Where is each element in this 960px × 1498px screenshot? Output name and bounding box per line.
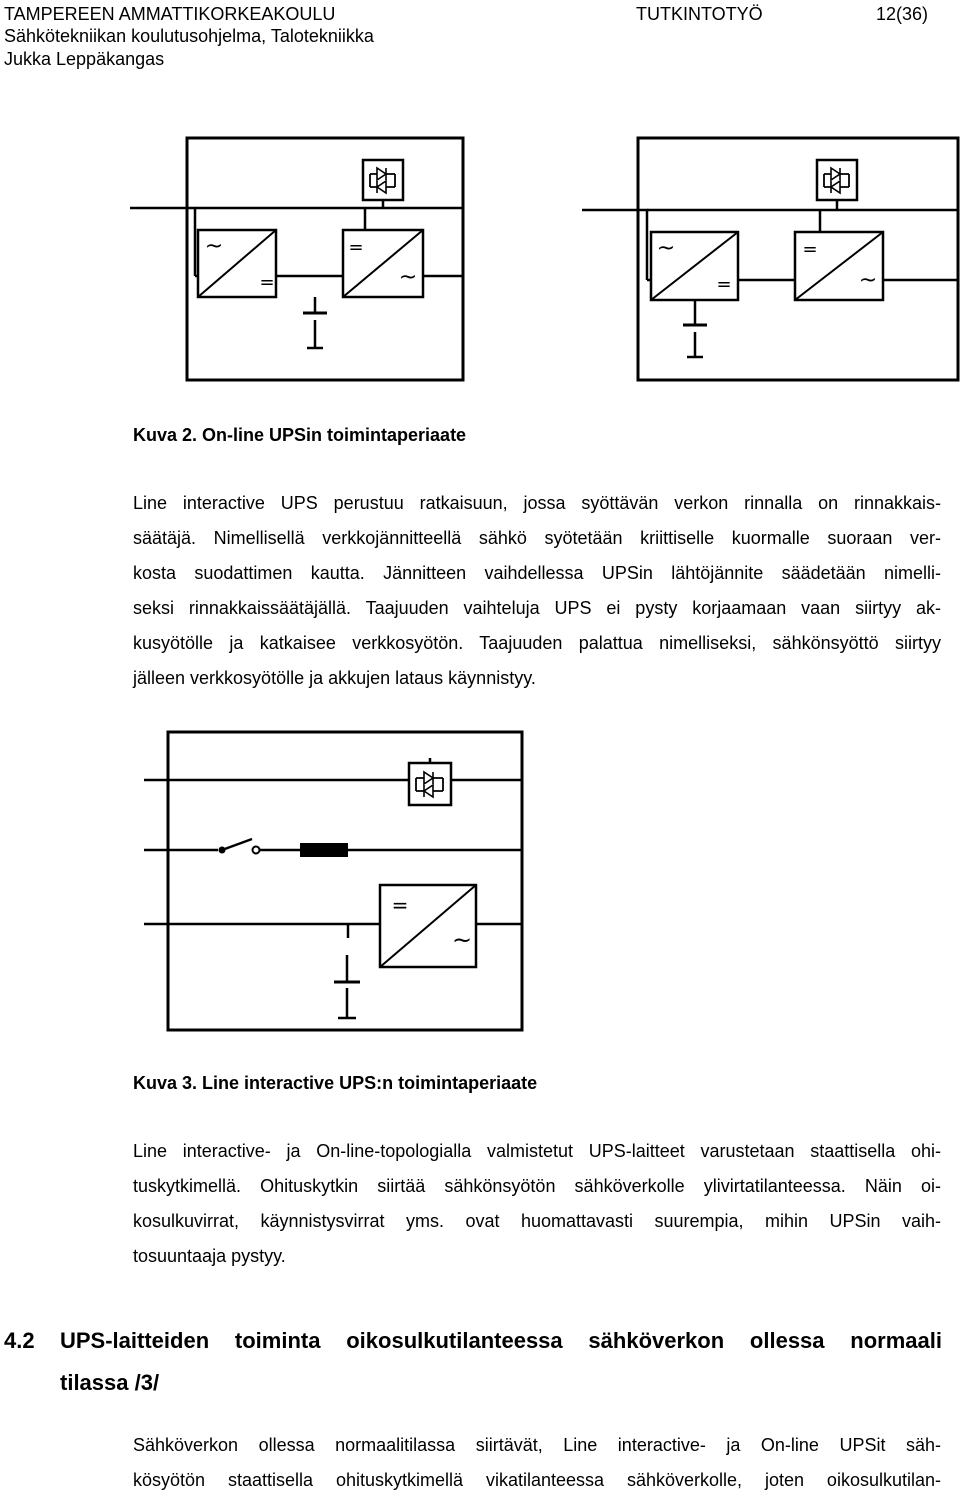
svg-text:=: = xyxy=(348,237,364,258)
figure-3-caption: Kuva 3. Line interactive UPS:n toimintaperiaate xyxy=(133,1073,538,1093)
rectifier-icon xyxy=(651,232,738,300)
figure-3-line-interactive-diagram xyxy=(130,700,590,1060)
paragraph-line: kosta suodattimen kautta. Jännitteen vaihdellessa UPSin lähtöjännite säädetään nimelli- xyxy=(133,563,941,583)
header-author: Jukka Leppäkangas xyxy=(4,49,165,69)
svg-text:=: = xyxy=(716,274,732,295)
paragraph-bypass xyxy=(133,1134,941,1274)
paragraph-line: tuskytkimellä. Ohituskytkin siirtää sähkönsyötön sähköverkolle ylivirtatilanteessa. Näin oi- xyxy=(133,1176,941,1196)
figure-2-caption: Kuva 2. On-line UPSin toimintaperiaate xyxy=(133,425,467,445)
header-institution: TAMPEREEN AMMATTIKORKEAKOULU xyxy=(4,4,336,24)
rectifier-icon xyxy=(198,230,276,297)
static-bypass-switch-icon xyxy=(363,160,403,200)
inverter-icon xyxy=(380,885,476,967)
paragraph-line: jälleen verkkosyötölle ja akkujen lataus käynnistyy. xyxy=(133,668,536,688)
paragraph-line: Line interactive- ja On-line-topologialla valmistetut UPS-laitteet varustetaan staattisella ohi- xyxy=(133,1141,941,1161)
static-bypass-switch-icon xyxy=(817,160,857,200)
svg-text:=: = xyxy=(802,239,818,260)
svg-text:~: ~ xyxy=(398,265,418,290)
svg-text:=: = xyxy=(391,893,409,917)
paragraph-line: Line interactive UPS perustuu ratkaisuun, jossa syöttävän verkon rinnalla on rinnakkais- xyxy=(133,493,941,513)
section-title-line: tilassa /3/ xyxy=(60,1370,160,1395)
svg-text:~: ~ xyxy=(858,268,878,293)
header-program: Sähkötekniikan koulutusohjelma, Talotekniikka xyxy=(4,26,374,46)
paragraph-line-interactive xyxy=(133,486,941,696)
figure-2-online-ups-diagrams xyxy=(130,110,960,410)
svg-text:~: ~ xyxy=(204,234,224,259)
section-title-line: UPS-laitteiden toiminta oikosulkutilanteessa sähköverkon ollessa normaali xyxy=(60,1328,942,1353)
header-page-number: 12(36) xyxy=(876,4,929,24)
svg-text:=: = xyxy=(259,272,275,293)
paragraph-line: kosulkuvirrat, käynnistysvirrat yms. ovat huomattavasti suurempia, mihin UPSin vaih- xyxy=(133,1211,941,1231)
inverter-icon xyxy=(343,230,423,297)
paragraph-line: kusyötölle ja katkaisee verkkosyötön. Taajuuden palattua nimelliseksi, sähkönsyöttö siirtyy xyxy=(133,633,941,653)
paragraph-line: seksi rinnakkaissäätäjällä. Taajuuden vaihteluja UPS ei pysty korjaamaan vaan siirtyy ak- xyxy=(133,598,941,618)
filter-icon xyxy=(300,843,348,857)
paragraph-line: säätäjä. Nimellisellä verkkojännitteellä sähkö syötetään kriittiselle kuormalle suoraan ver- xyxy=(133,528,941,548)
paragraph-line: Sähköverkon ollessa normaalitilassa siirtävät, Line interactive- ja On-line UPSit säh- xyxy=(133,1435,941,1455)
paragraph-line: tosuuntaaja pystyy. xyxy=(133,1246,286,1266)
section-heading xyxy=(4,1320,944,1404)
ups-diagram-left xyxy=(130,138,463,380)
switch-icon xyxy=(222,839,252,850)
svg-text:~: ~ xyxy=(656,236,676,261)
header-doc-type: TUTKINTOTYÖ xyxy=(636,4,763,24)
section-number: 4.2 xyxy=(4,1328,35,1353)
static-bypass-switch-icon xyxy=(409,763,451,805)
ups-diagram-right xyxy=(582,138,958,380)
paragraph-line: kösyötön staattisella ohituskytkimellä vikatilanteessa sähköverkolle, joten oikosulkutilan- xyxy=(133,1470,941,1490)
svg-text:~: ~ xyxy=(451,926,473,954)
inverter-icon xyxy=(795,232,883,300)
paragraph-normal-state xyxy=(133,1428,941,1498)
